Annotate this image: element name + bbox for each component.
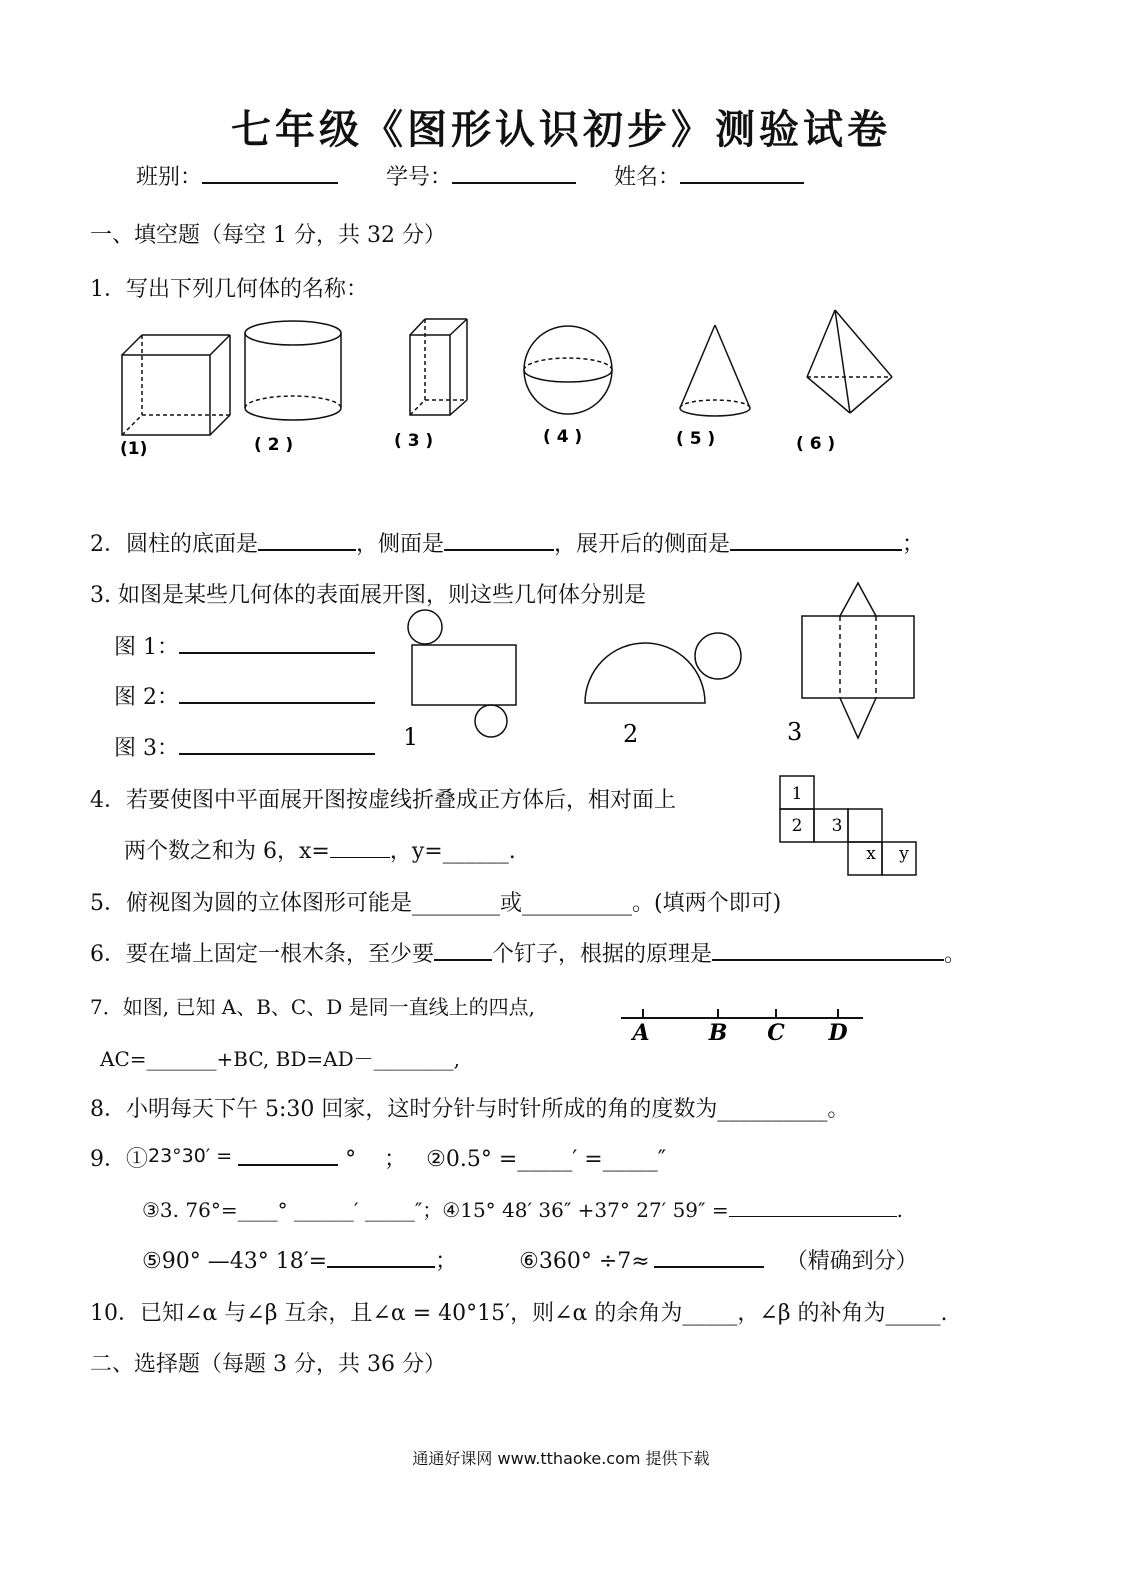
q9-sep-a: ； (384, 1147, 407, 1172)
student-info-line (136, 160, 804, 191)
cylinder-shape (245, 321, 341, 420)
q9-blank-a[interactable] (238, 1142, 338, 1166)
q6-part1: 6．要在墙上固定一根木条，至少要 (90, 942, 434, 967)
q5-text: 5．俯视图为圆的立体图形可能是________或__________。(填两个即可) (90, 891, 782, 916)
q6-line (90, 937, 966, 968)
q3-fig1-blank[interactable] (179, 630, 375, 654)
q9-unit-a: ° (345, 1147, 357, 1172)
net-number-3: 3 (787, 718, 803, 746)
q7-line2: AC=_______+BC, BD=AD－________, (100, 1047, 460, 1071)
q7-line1: 7．如图, 已知 A、B、C、D 是同一直线上的四点, (90, 995, 535, 1019)
q9-part-d-b: ⑥360° ÷7≈ (519, 1249, 650, 1274)
q6-part3: 。 (944, 942, 967, 967)
q2-blank2[interactable] (444, 527, 554, 551)
q9-end-d: （精确到分） (785, 1249, 918, 1274)
q8-text: 8．小明每天下午 5:30 回家，这时分针与时针所成的角的度数为__________。 (90, 1097, 850, 1122)
page-title: 七年级《图形认识初步》测验试卷 (231, 106, 891, 153)
solid-label-2: ( 2 ) (254, 435, 294, 455)
number-blank[interactable] (452, 160, 576, 184)
q9-part-d-a: ⑤90° —43° 18′= (142, 1249, 328, 1274)
q9-line1 (90, 1142, 666, 1173)
q3-fig3-label: 图 3： (114, 736, 179, 761)
cube-cell-y: y (899, 844, 909, 864)
q3-fig1-line (114, 630, 375, 661)
q3-nets-figure (400, 580, 930, 755)
cube-net-figure (777, 775, 922, 880)
q4-line1: 4．若要使图中平面展开图按虚线折叠成正方体后，相对面上 (90, 788, 676, 813)
q6-blank2[interactable] (712, 937, 944, 961)
q4-text-a: 两个数之和为 6，x= (124, 839, 330, 864)
q3-text: 3. 如图是某些几何体的表面展开图，则这些几何体分别是 (90, 583, 646, 608)
point-d: D (828, 1020, 848, 1046)
q9-line2 (142, 1194, 903, 1223)
section1-heading: 一、填空题（每空 1 分，共 32 分） (90, 223, 446, 248)
q3-fig3-line (114, 731, 375, 762)
solid-label-4: ( 4 ) (543, 427, 583, 447)
cone-net (585, 633, 741, 703)
section2-heading: 二、选择题（每题 3 分，共 36 分） (90, 1352, 446, 1377)
q9-sep-d: ； (435, 1249, 458, 1274)
q3-fig2-label: 图 2： (114, 685, 179, 710)
q4-text-b: ，y=______. (389, 839, 516, 864)
number-label: 学号： (386, 165, 453, 190)
q9-blank-d-a[interactable] (327, 1244, 435, 1268)
page-footer: 通通好课网 www.tthaoke.com 提供下载 (412, 1449, 710, 1468)
q2-line (90, 527, 924, 558)
sphere-shape (524, 326, 612, 414)
prism-shape (410, 319, 467, 415)
class-label: 班别： (136, 165, 203, 190)
point-c: C (767, 1020, 785, 1046)
solid-label-5: ( 5 ) (676, 429, 716, 449)
q9-blank-c[interactable] (729, 1198, 897, 1217)
q1-text: 1．写出下列几何体的名称： (90, 277, 368, 302)
q2-blank1[interactable] (258, 527, 356, 551)
q2-part2: ，侧面是 (356, 532, 445, 557)
q1-solids-figure (110, 305, 930, 465)
solid-label-1: (1) (120, 439, 148, 459)
q2-part4: ； (902, 532, 925, 557)
cube-cell-x: x (866, 844, 876, 864)
q2-part3: ，展开后的侧面是 (554, 532, 731, 557)
name-label: 姓名： (614, 165, 681, 190)
q2-part1: 2．圆柱的底面是 (90, 532, 258, 557)
q9-part-c: ③3. 76°=____° ______′ _____″；④15° 48′ 36″ +37° 27′ 59″ = (142, 1198, 729, 1222)
q9-part-b: ②0.5° =_____′ =_____″ (426, 1147, 666, 1172)
point-b: B (708, 1020, 728, 1046)
q4-x-blank[interactable] (330, 835, 390, 858)
q10-text: 10．已知∠α 与∠β 互余，且∠α = 40°15′，则∠α 的余角为_____，∠β 的补角为_____. (90, 1301, 948, 1326)
net-number-1: 1 (403, 723, 419, 751)
prism-net (802, 583, 914, 738)
cone-shape (680, 325, 750, 416)
q3-fig3-blank[interactable] (179, 731, 375, 755)
q3-fig2-blank[interactable] (179, 680, 375, 704)
cube-cell-3: 3 (831, 816, 843, 836)
solid-label-6: ( 6 ) (796, 434, 836, 454)
q9-prefix: 9．① (90, 1147, 148, 1172)
q3-fig2-line (114, 680, 375, 711)
q9-expr-a: 23°30′ = (148, 1145, 233, 1167)
q2-blank3[interactable] (730, 527, 902, 551)
q9-line3 (142, 1244, 918, 1275)
class-blank[interactable] (202, 160, 338, 184)
q6-blank1[interactable] (434, 937, 492, 961)
cube-shape (122, 335, 230, 435)
solid-label-3: ( 3 ) (394, 431, 434, 451)
q9-blank-d-b[interactable] (654, 1244, 764, 1268)
q9-end-c: . (896, 1198, 903, 1222)
q6-part2: 个钉子，根据的原理是 (492, 942, 713, 967)
name-blank[interactable] (680, 160, 804, 184)
cube-cell-1: 1 (791, 784, 803, 804)
cube-cell-2: 2 (791, 816, 803, 836)
point-a: A (632, 1020, 650, 1046)
pyramid-shape (807, 310, 892, 413)
net-number-2: 2 (623, 720, 639, 748)
number-line-figure (618, 1003, 868, 1048)
q4-line2 (124, 834, 516, 865)
q3-fig1-label: 图 1： (114, 635, 179, 660)
cylinder-net (408, 610, 516, 737)
